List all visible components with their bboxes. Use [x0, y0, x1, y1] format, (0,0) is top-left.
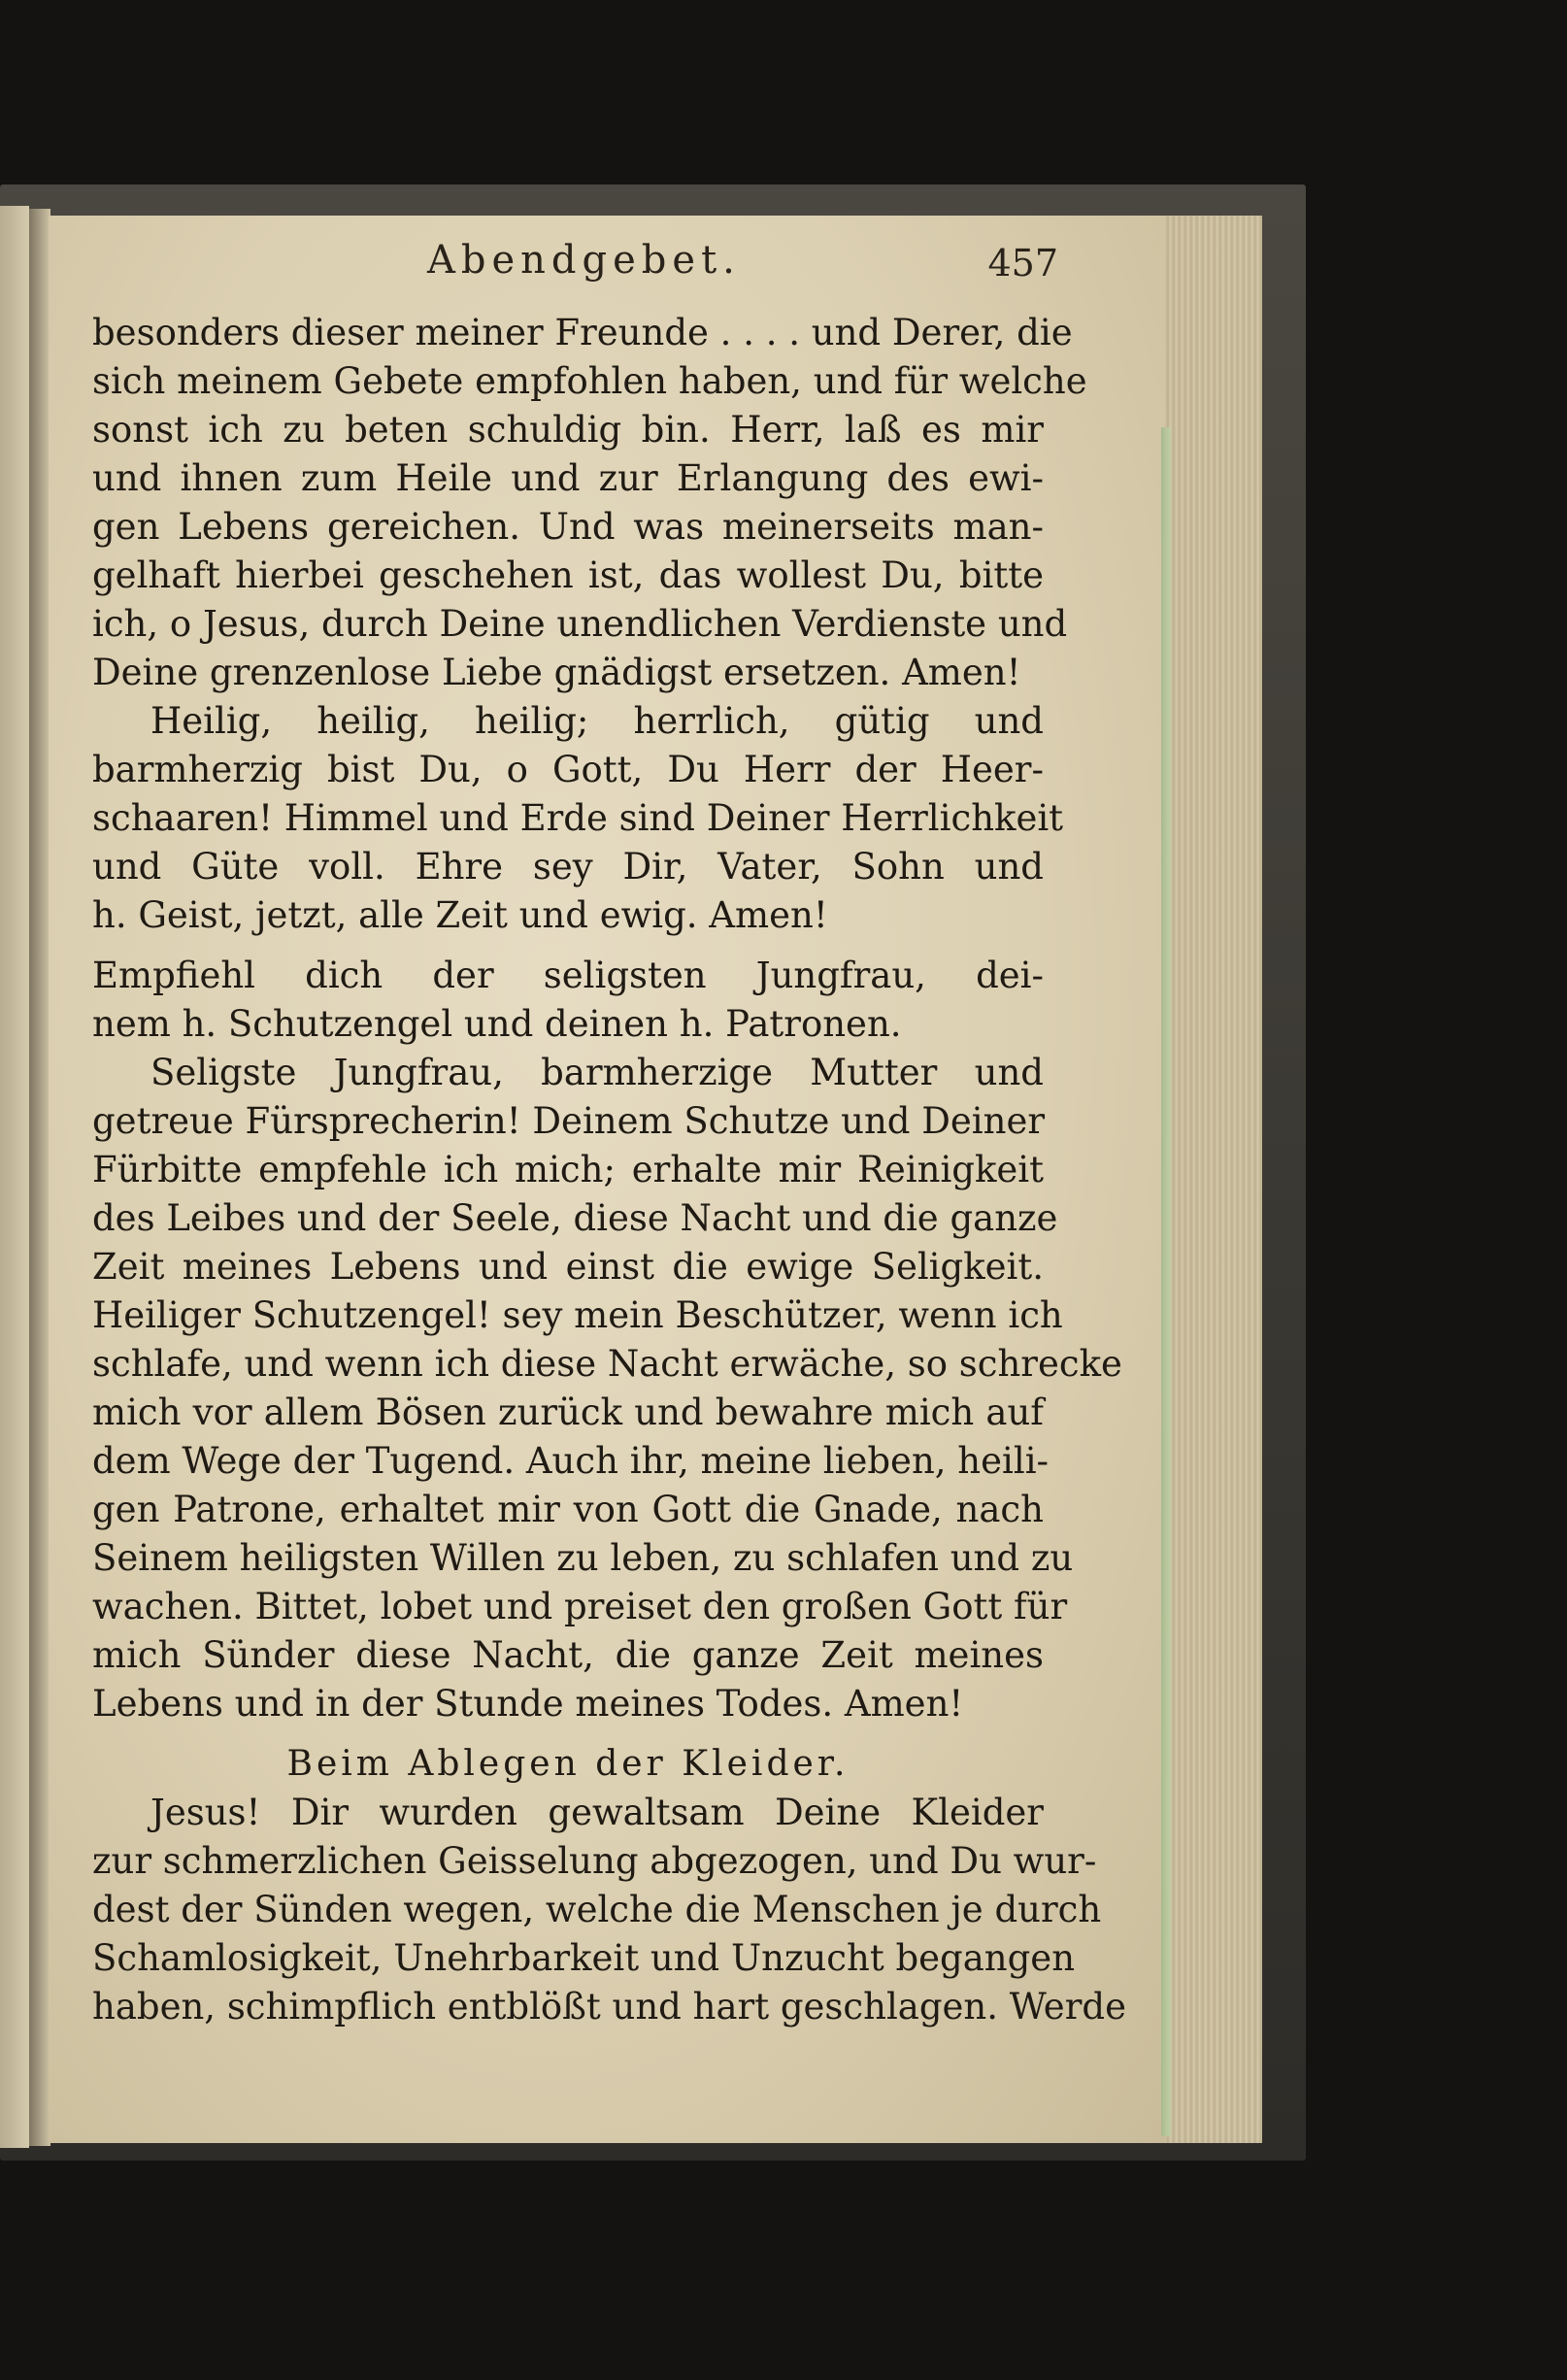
text-line: gen Patrone, erhaltet mir von Gott die Gnade, nach — [92, 1489, 1044, 1530]
text-line: besonders dieser meiner Freunde . . . . und Derer, die — [92, 312, 1073, 353]
page-block-edge — [1165, 216, 1262, 2143]
text-line: und Güte voll. Ehre sey Dir, Vater, Sohn und — [92, 846, 1044, 888]
text-line: haben, schimpflich entblößt und hart geschlagen. Werde — [92, 1986, 1126, 2028]
text-line: wachen. Bittet, lobet und preiset den großen Gott für — [92, 1586, 1068, 1627]
text-line: Seligste Jungfrau, barmherzige Mutter und — [150, 1052, 1044, 1093]
text-line: Lebens und in der Stunde meines Todes. Amen! — [92, 1683, 964, 1725]
text-line: zur schmerzlichen Geisselung abgezogen, und Du wur- — [92, 1840, 1097, 1882]
text-line: und ihnen zum Heile und zur Erlangung des ewi- — [92, 457, 1044, 499]
text-line: schaaren! Himmel und Erde sind Deiner Herrlichkeit — [92, 797, 1064, 839]
running-head-title: Abendgebet. — [427, 238, 741, 283]
text-line: Deine grenzenlose Liebe gnädigst ersetzen. Amen! — [92, 652, 1021, 693]
text-line: Fürbitte empfehle ich mich; erhalte mir Reinigkeit — [92, 1149, 1044, 1190]
text-line: Beim Ablegen der Kleider. — [286, 1744, 850, 1784]
text-line: sich meinem Gebete empfohlen haben, und für welche — [92, 360, 1087, 402]
text-line: h. Geist, jetzt, alle Zeit und ewig. Amen! — [92, 894, 828, 936]
gutter-shadow — [29, 209, 50, 2146]
text-line: des Leibes und der Seele, diese Nacht und die ganze — [92, 1197, 1058, 1239]
text-line: Heiliger Schutzengel! sey mein Beschützer, wenn ich — [92, 1294, 1063, 1336]
facing-page-edge — [0, 206, 29, 2148]
paragraph — [92, 1049, 1122, 1728]
page-text — [92, 309, 1126, 2031]
green-edge-strip — [1161, 427, 1171, 2136]
paragraph — [92, 1789, 1126, 2031]
text-line: gelhaft hierbei geschehen ist, das wollest Du, bitte — [92, 554, 1044, 596]
text-line: mich Sünder diese Nacht, die ganze Zeit meines — [92, 1634, 1044, 1676]
text-line: Empfiehl dich der seligsten Jungfrau, dei- — [92, 955, 1044, 996]
text-line: Jesus! Dir wurden gewaltsam Deine Kleider — [150, 1792, 1044, 1833]
text-line: Zeit meines Lebens und einst die ewige Seligkeit. — [92, 1246, 1044, 1288]
text-line: Seinem heiligsten Willen zu leben, zu schlafen und zu — [92, 1537, 1074, 1579]
text-line: sonst ich zu beten schuldig bin. Herr, laß es mir — [92, 409, 1044, 451]
text-line: nem h. Schutzengel und deinen h. Patronen. — [92, 1003, 902, 1045]
text-line: mich vor allem Bösen zurück und bewahre mich auf — [92, 1391, 1044, 1433]
text-line: Heilig, heilig, heilig; herrlich, gütig und — [150, 700, 1044, 742]
paragraph — [92, 309, 1087, 697]
page-number: 457 — [987, 242, 1058, 285]
text-line: getreue Fürsprecherin! Deinem Schutze und Deiner — [92, 1100, 1046, 1142]
text-line: schlafe, und wenn ich diese Nacht erwäche, so schrecke — [92, 1343, 1122, 1385]
text-line: dest der Sünden wegen, welche die Menschen je durch — [92, 1889, 1102, 1930]
text-line: ich, o Jesus, durch Deine unendlichen Verdienste und — [92, 603, 1068, 645]
text-line: dem Wege der Tugend. Auch ihr, meine lieben, heili- — [92, 1440, 1050, 1482]
running-head — [136, 238, 1058, 296]
section-heading — [92, 1740, 1044, 1789]
text-line: barmherzig bist Du, o Gott, Du Herr der Heer- — [92, 749, 1044, 790]
text-line: gen Lebens gereichen. Und was meinerseits man- — [92, 506, 1044, 548]
paragraph — [92, 697, 1064, 940]
text-line: Schamlosigkeit, Unehrbarkeit und Unzucht begangen — [92, 1937, 1076, 1979]
rubric-paragraph — [92, 952, 1044, 1049]
